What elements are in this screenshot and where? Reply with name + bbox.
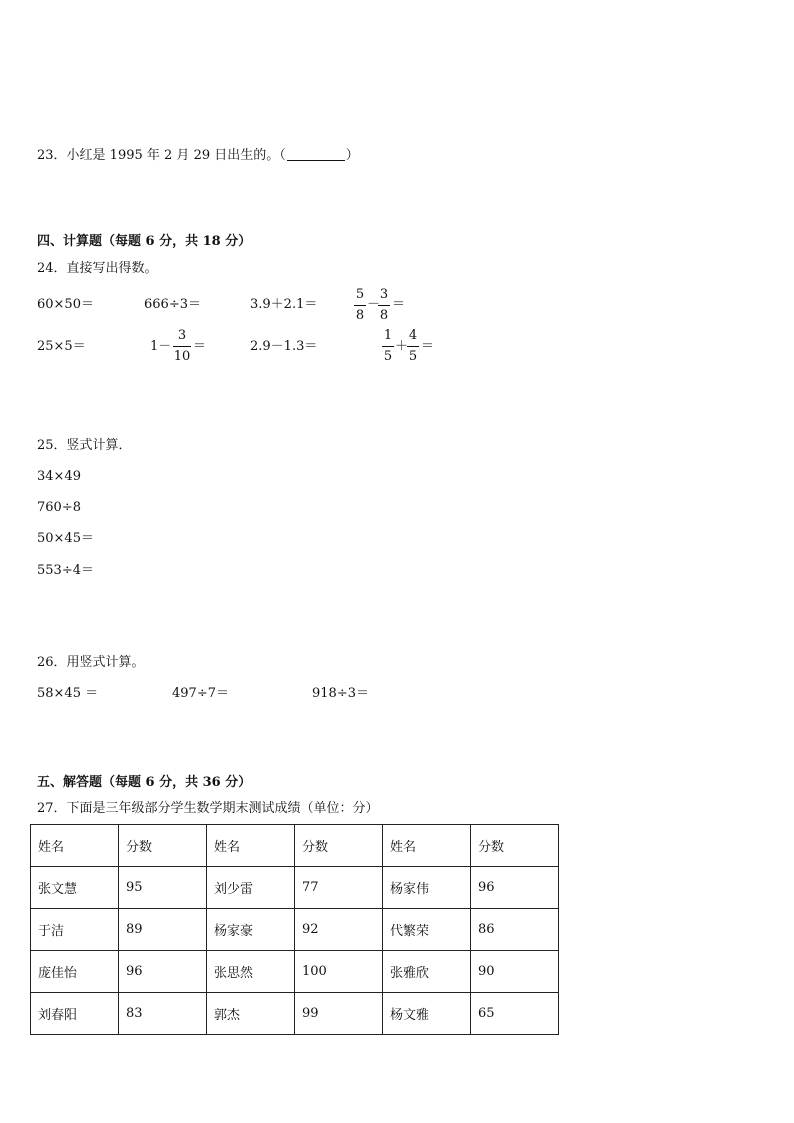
header-cell: 姓名	[31, 825, 119, 867]
calc-item: 1－	[150, 339, 172, 354]
table-cell: 65	[471, 993, 559, 1035]
question-24-title: 24．直接写出得数。	[37, 261, 158, 276]
operator: ＋	[395, 339, 409, 354]
calc-item: 3.9＋2.1＝	[250, 297, 318, 312]
table-row	[31, 951, 559, 993]
question-25-title: 25．竖式计算．	[37, 438, 132, 453]
header-cell: 姓名	[207, 825, 295, 867]
table-cell: 于洁	[31, 909, 119, 951]
equals: ＝	[193, 339, 207, 354]
table-cell: 张文慧	[31, 867, 119, 909]
question-text: 小红是 1995 年 2 月 29 日出生的。（	[66, 148, 286, 163]
table-cell: 代繁荣	[383, 909, 471, 951]
table-cell: 95	[119, 867, 207, 909]
equals: ＝	[421, 339, 435, 354]
calc-item: 34×49	[37, 469, 81, 484]
fraction	[382, 328, 394, 365]
equals: ＝	[392, 297, 406, 312]
close-paren: ）	[345, 148, 359, 163]
question-27-title: 27．下面是三年级部分学生数学期末测试成绩（单位：分）	[37, 801, 379, 816]
calc-item: 50×45＝	[37, 531, 94, 546]
fraction	[173, 328, 191, 365]
table-cell: 83	[119, 993, 207, 1035]
operator: －	[367, 297, 381, 312]
calc-item: 60×50＝	[37, 297, 94, 312]
header-cell: 分数	[119, 825, 207, 867]
calc-item: 666÷3＝	[144, 297, 201, 312]
header-cell: 分数	[471, 825, 559, 867]
score-table	[30, 824, 559, 1035]
numerator: 4	[408, 328, 418, 343]
table-row	[31, 993, 559, 1035]
table-cell: 杨家豪	[207, 909, 295, 951]
numerator: 3	[177, 328, 187, 343]
denominator: 8	[355, 308, 365, 323]
numerator: 5	[355, 287, 365, 302]
numerator: 1	[383, 328, 393, 343]
table-cell: 96	[119, 951, 207, 993]
numerator: 3	[379, 287, 389, 302]
calc-item: 2.9－1.3＝	[250, 339, 318, 354]
answer-blank[interactable]	[287, 146, 345, 161]
table-cell: 张思然	[207, 951, 295, 993]
fraction	[354, 287, 366, 324]
question-26-title: 26．用竖式计算。	[37, 655, 145, 670]
table-cell: 92	[295, 909, 383, 951]
calc-item: 58×45 ＝	[37, 686, 99, 701]
table-cell: 张雅欣	[383, 951, 471, 993]
table-cell: 77	[295, 867, 383, 909]
table-cell: 96	[471, 867, 559, 909]
table-cell: 杨文雅	[383, 993, 471, 1035]
question-23	[37, 146, 359, 165]
fraction	[407, 328, 419, 365]
table-row	[31, 909, 559, 951]
table-cell: 89	[119, 909, 207, 951]
table-cell: 刘少雷	[207, 867, 295, 909]
table-cell: 杨家伟	[383, 867, 471, 909]
denominator: 5	[383, 349, 393, 364]
section-4-title: 四、计算题（每题 6 分，共 18 分）	[37, 234, 252, 249]
fraction	[378, 287, 390, 324]
header-cell: 分数	[295, 825, 383, 867]
table-cell: 庞佳怡	[31, 951, 119, 993]
table-cell: 刘春阳	[31, 993, 119, 1035]
table-cell: 90	[471, 951, 559, 993]
calc-item: 25×5＝	[37, 339, 86, 354]
table-cell: 100	[295, 951, 383, 993]
table-cell: 郭杰	[207, 993, 295, 1035]
calc-item: 760÷8	[37, 500, 81, 515]
calc-item: 918÷3＝	[312, 686, 369, 701]
question-number: 23．	[37, 148, 67, 163]
denominator: 8	[379, 308, 389, 323]
denominator: 10	[173, 349, 191, 364]
table-cell: 99	[295, 993, 383, 1035]
section-5-title: 五、解答题（每题 6 分，共 36 分）	[37, 775, 252, 790]
table-header-row	[31, 825, 559, 867]
table-row	[31, 867, 559, 909]
table-cell: 86	[471, 909, 559, 951]
calc-item: 497÷7＝	[172, 686, 229, 701]
header-cell: 姓名	[383, 825, 471, 867]
calc-item: 553÷4＝	[37, 563, 94, 578]
denominator: 5	[408, 349, 418, 364]
